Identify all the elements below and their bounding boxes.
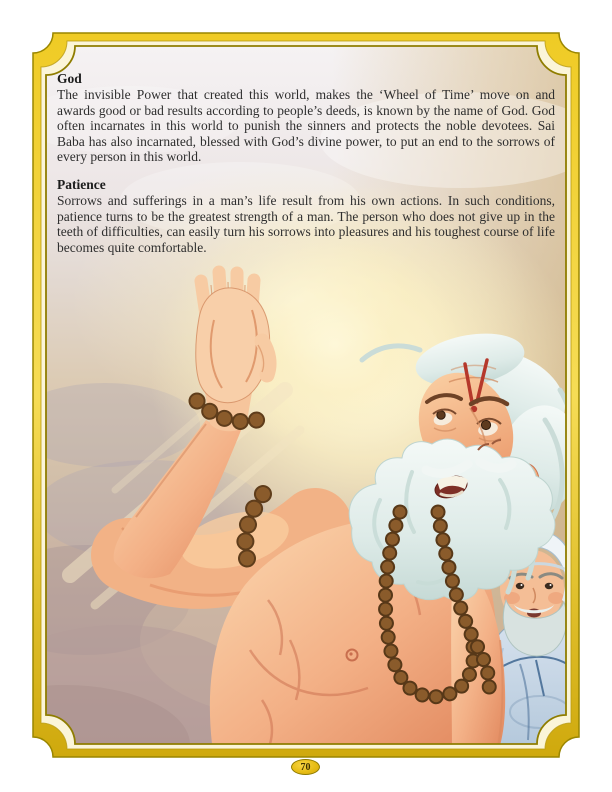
section-god-body: The invisible Power that created this world, makes the ‘Wheel of Time’ move on and awards good or bad results according to people’s deeds, is known by the name of God. God often incarnates in this world to punish the sinners and protects the noble devotees. Sai Baba has also incarnated, blessed with God’s divine power, to put an end to the sorrows of every person in this world.	[57, 87, 555, 165]
section-god-heading: God	[57, 71, 82, 86]
section-god	[57, 71, 555, 165]
page-number-badge	[291, 759, 320, 775]
section-patience-body: Sorrows and sufferings in a man’s life result from his own actions. In such conditions, patience turns to be the greatest strength of a man. The person who does not give up in the teeth of difficulties, can easily turn his sorrows into pleasures and his toughest course of life becomes quite comfortable.	[57, 192, 555, 255]
section-patience-heading: Patience	[57, 176, 106, 192]
text-block	[57, 71, 555, 267]
page-number: 70	[300, 761, 311, 773]
section-patience	[57, 177, 555, 255]
